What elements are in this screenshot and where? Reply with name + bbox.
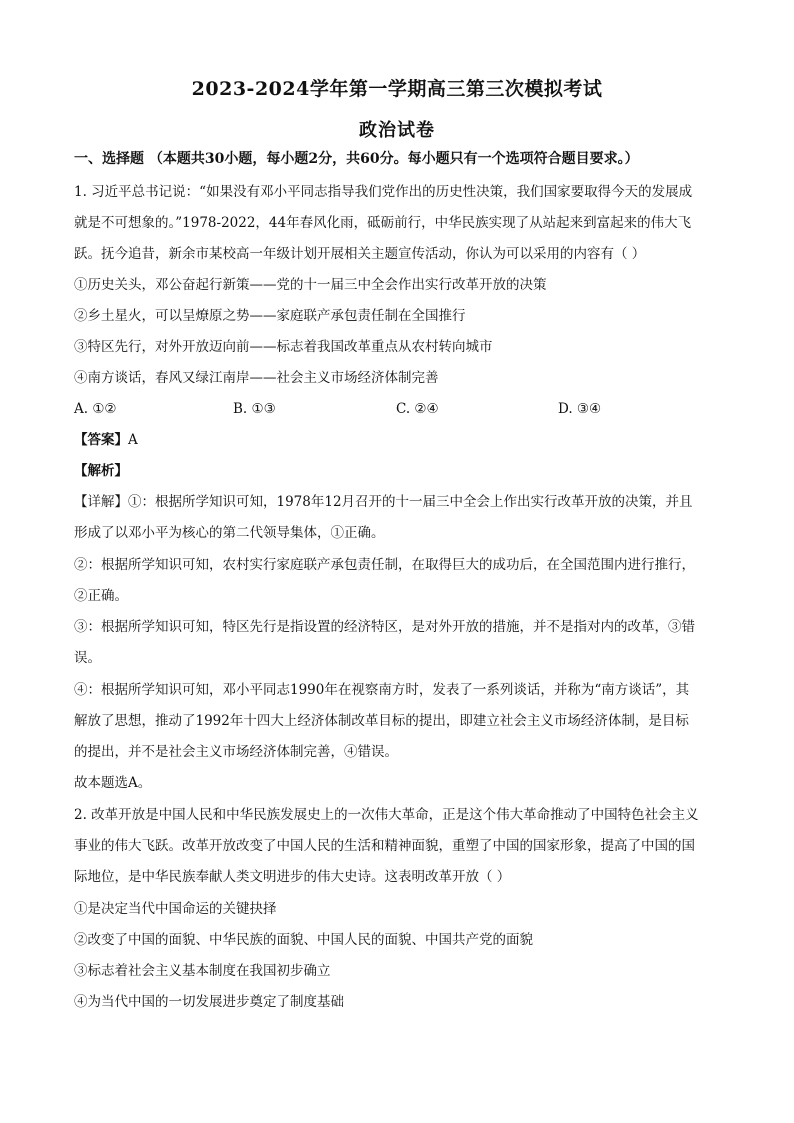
- q2-stem-line: 2. 改革开放是中国人民和中华民族发展史上的一次伟大革命，正是这个伟大革命推动了中国特色社会主义: [74, 807, 699, 823]
- explanation-line: 故本题选A。: [74, 775, 152, 791]
- q2-stem-line: 际地位，是中华民族奉献人类文明进步的伟大史诗。这表明改革开放（ ）: [74, 869, 511, 885]
- explanation-line: ③：根据所学知识可知，特区先行是指设置的经济特区，是对外开放的措施，并不是指对内的改革，③错: [74, 619, 695, 635]
- explanation-line: 【详解】①：根据所学知识可知，1978年12月召开的十一届三中全会上作出实行改革开放的决策，并且: [74, 494, 693, 510]
- q2-item: ④为当代中国的一切发展进步奠定了制度基础: [74, 994, 344, 1010]
- q1-stem-line: 1. 习近平总书记说：“如果没有邓小平同志指导我们党作出的历史性决策，我们国家要取得今天的发展成: [74, 184, 693, 200]
- q1-stem-line: 就是不可想象的。”1978-2022，44年春风化雨，砥砺前行，中华民族实现了从站起来到富起来的伟大飞: [74, 215, 692, 231]
- explanation-line: 解放了思想，推动了1992年十四大上经济体制改革目标的提出，即建立社会主义市场经济体制，是目标: [74, 713, 689, 729]
- exam-subtitle: 政治试卷: [359, 120, 435, 141]
- q2-stem-line: 事业的伟大飞跃。改革开放改变了中国人民的生活和精神面貌，重塑了中国的国家形象，提高了中国的国: [74, 838, 695, 854]
- answer-value: A: [128, 432, 138, 448]
- q1-item: ④南方谈话，春风又绿江南岸——社会主义市场经济体制完善: [74, 370, 439, 386]
- explanation-line: 的提出，并不是社会主义市场经济体制完善，④错误。: [74, 744, 398, 760]
- q1-option-c: C. ②④: [396, 401, 439, 417]
- q1-option-d: D. ③④: [558, 401, 602, 417]
- explanation-line: ④：根据所学知识可知，邓小平同志1990年在视察南方时，发表了一系列谈话，并称为“南方谈话”，其: [74, 682, 690, 698]
- q1-answer: [74, 431, 734, 449]
- q1-item: ①历史关头，邓公奋起行新策——党的十一届三中全会作出实行改革开放的决策: [74, 277, 547, 293]
- exam-title: 2023-2024学年第一学期高三第三次模拟考试: [191, 78, 603, 100]
- explanation-line: ②正确。: [74, 588, 128, 604]
- q1-option-a: A. ①②: [74, 401, 117, 417]
- q2-item: ③标志着社会主义基本制度在我国初步确立: [74, 963, 331, 979]
- explanation-line: 形成了以邓小平为核心的第二代领导集体，①正确。: [74, 525, 385, 541]
- analysis-label: 【解析】: [74, 463, 128, 479]
- explanation-line: ②：根据所学知识可知，农村实行家庭联产承包责任制，在取得巨大的成功后，在全国范围内进行推行，: [74, 557, 695, 573]
- q1-stem-line: 跃。抚今追昔，新余市某校高一年级计划开展相关主题宣传活动，你认为可以采用的内容有（ ）: [74, 246, 646, 262]
- q2-item: ①是决定当代中国命运的关键抉择: [74, 901, 277, 917]
- section-heading: 一、选择题 （本题共30小题，每小题2分，共60分。每小题只有一个选项符合题目要求。）: [74, 151, 639, 167]
- answer-label: 【答案】: [74, 432, 128, 448]
- q1-option-b: B. ①③: [233, 401, 276, 417]
- q1-item: ③特区先行，对外开放迈向前——标志着我国改革重点从农村转向城市: [74, 339, 493, 355]
- q1-item: ②乡土星火，可以呈燎原之势——家庭联产承包责任制在全国推行: [74, 308, 466, 324]
- q2-item: ②改变了中国的面貌、中华民族的面貌、中国人民的面貌、中国共产党的面貌: [74, 932, 533, 948]
- explanation-line: 误。: [74, 650, 101, 666]
